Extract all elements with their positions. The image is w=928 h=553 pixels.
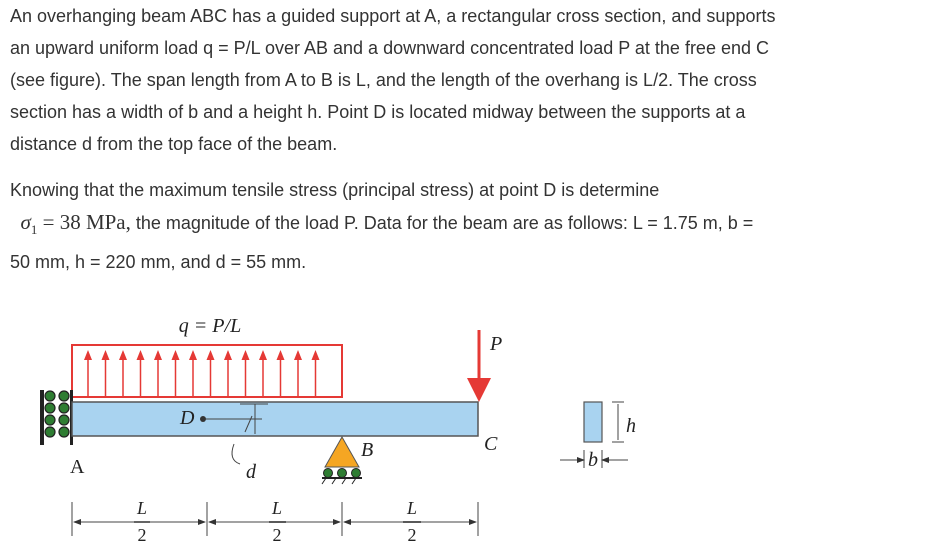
load-arrow-head — [294, 350, 302, 360]
load-arrow-head — [189, 350, 197, 360]
svg-text:2: 2 — [137, 525, 147, 545]
svg-text:L: L — [406, 498, 418, 518]
point-D-label: D — [180, 407, 195, 429]
svg-text:2: 2 — [272, 525, 282, 545]
cross-section — [560, 402, 636, 471]
guided-support-A — [40, 390, 73, 445]
problem-line-8: 50 mm, h = 220 mm, and d = 55 mm. — [10, 252, 307, 273]
load-label: q = P/L — [178, 315, 242, 337]
point-load-P — [479, 330, 502, 390]
load-arrow-head — [84, 350, 92, 360]
problem-line-7: the magnitude of the load P. Data for the beam are as follows: L = 1.75 m, b = — [130, 213, 754, 233]
label-P: P — [490, 333, 503, 355]
load-arrow-head — [137, 350, 145, 360]
problem-line-4: section has a width of b and a height h. Point D is located midway between the supports at a — [10, 102, 746, 122]
svg-text:2: 2 — [407, 525, 417, 545]
sigma-value: = 38 MPa, — [37, 210, 131, 234]
label-C: C — [484, 433, 498, 455]
svg-text:L: L — [136, 498, 148, 518]
load-arrow-head — [277, 350, 285, 360]
beam — [72, 402, 478, 436]
pin-support-B — [322, 437, 373, 484]
problem-paragraph-2 — [10, 174, 922, 278]
dim-L-half-1 — [134, 498, 150, 545]
sigma-equation — [10, 210, 131, 238]
dim-L-half-3 — [403, 498, 421, 545]
svg-text:L: L — [271, 498, 283, 518]
label-b: b — [588, 449, 598, 471]
load-arrow-head — [154, 350, 162, 360]
problem-line-1: An overhanging beam ABC has a guided support at A, a rectangular cross section, and supports — [10, 6, 776, 26]
problem-line-2: an upward uniform load q = P/L over AB and a downward concentrated load P at the free end C — [10, 38, 769, 58]
problem-line-5: distance d from the top face of the beam. — [10, 134, 338, 154]
sigma-symbol: σ — [20, 210, 31, 234]
label-h: h — [626, 415, 636, 437]
dimension-line — [72, 498, 478, 545]
dim-L-half-2 — [269, 498, 286, 545]
load-arrow-head — [102, 350, 110, 360]
beam-figure — [0, 290, 928, 553]
load-box — [72, 345, 342, 397]
load-arrow-head — [224, 350, 232, 360]
problem-line-6: Knowing that the maximum tensile stress (principal stress) at point D is determine — [10, 180, 660, 200]
distributed-load — [72, 345, 342, 397]
load-arrow-head — [172, 350, 180, 360]
load-arrow-head — [312, 350, 320, 360]
load-arrow-head — [242, 350, 250, 360]
label-A: A — [70, 456, 85, 478]
problem-paragraph-1 — [10, 0, 922, 160]
sigma-subscript: 1 — [30, 222, 38, 238]
d-label: d — [246, 461, 256, 483]
label-B: B — [361, 439, 374, 461]
load-arrow-head — [119, 350, 127, 360]
load-arrow-head — [259, 350, 267, 360]
problem-line-3: (see figure). The span length from A to B is L, and the length of the overhang is L/2. The cross — [10, 70, 757, 90]
load-arrow-head — [207, 350, 215, 360]
